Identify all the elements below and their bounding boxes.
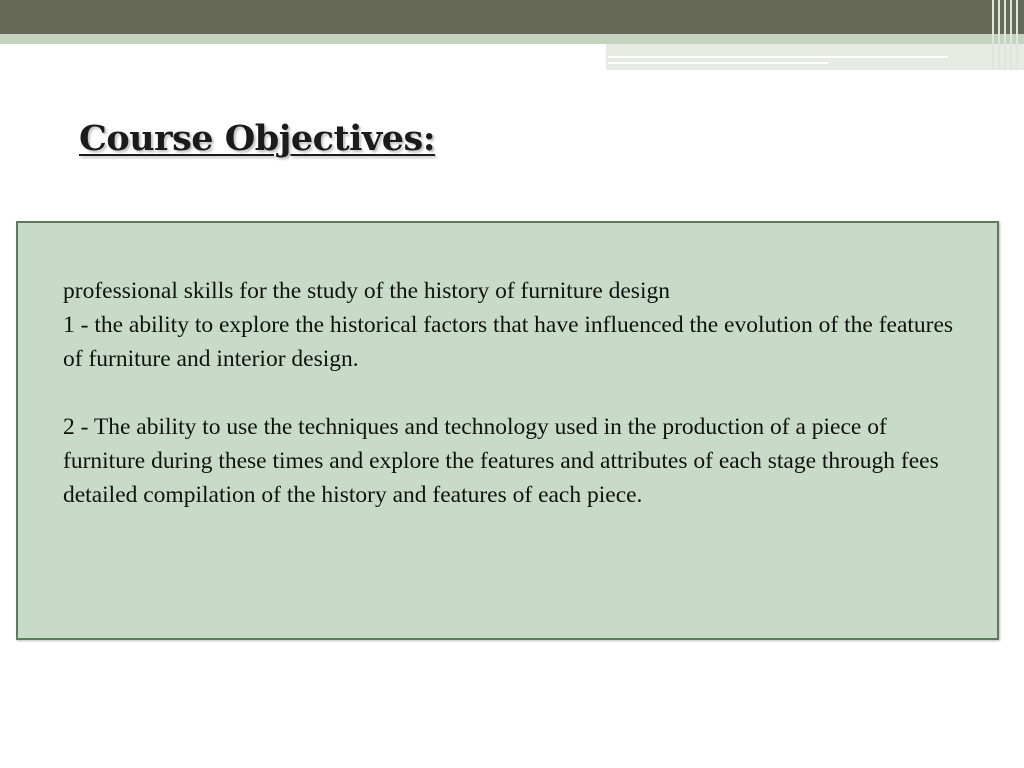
paragraph-gap xyxy=(63,376,973,410)
objectives-text xyxy=(63,274,973,512)
header-accent-line-short xyxy=(608,62,828,64)
objective-item-2: 2 - The ability to use the techniques and technology used in the production of a piece of furniture during these times and explore the features and attributes of each stage through fees detailed compilation of the history and features of each piece. xyxy=(63,414,939,508)
objective-item-1: 1 - the ability to explore the historical factors that have influenced the evolution of the features of furniture and interior design. xyxy=(63,312,954,372)
objectives-box xyxy=(16,221,999,640)
objective-intro: professional skills for the study of the history of furniture design xyxy=(63,278,670,304)
slide-title: Course Objectives: xyxy=(79,118,436,159)
header-band xyxy=(0,0,1024,34)
header-accent-line xyxy=(608,56,948,58)
header-stripe xyxy=(0,34,1024,44)
corner-stripes xyxy=(988,0,1024,70)
